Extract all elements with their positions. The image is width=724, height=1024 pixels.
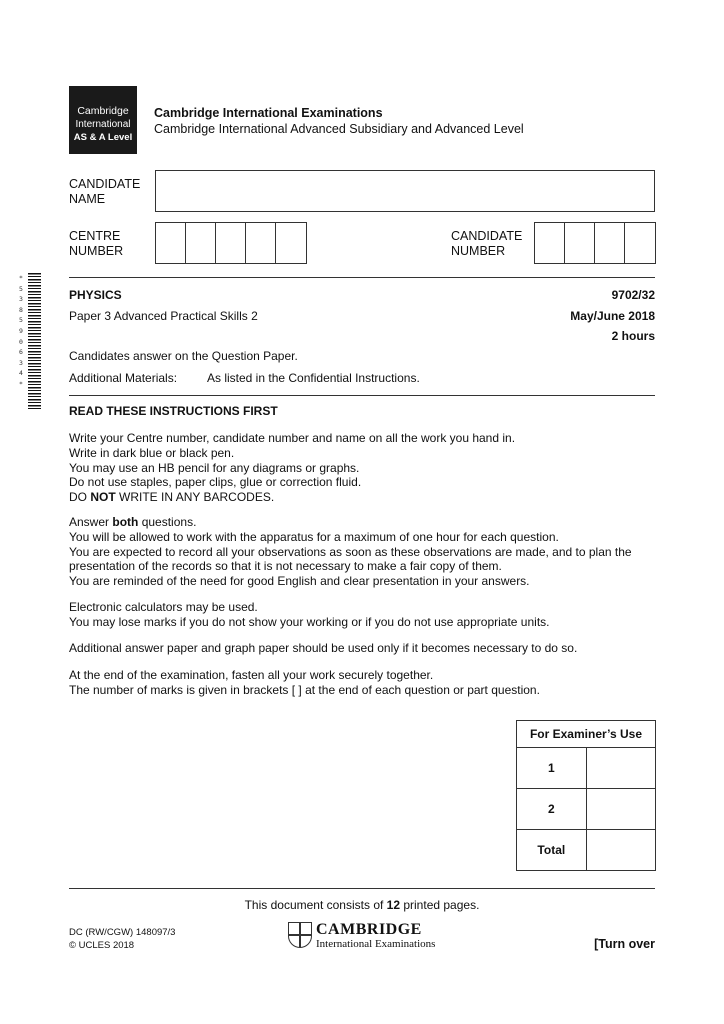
instruction-line: Additional answer paper and graph paper should be used only if it becomes necessary to do so. [69, 641, 578, 655]
divider [69, 395, 655, 396]
instructions-heading: READ THESE INSTRUCTIONS FIRST [69, 404, 278, 418]
barcode-digit: * [19, 379, 23, 388]
instruction-line: At the end of the examination, fasten all your work securely together. [69, 668, 434, 682]
document-ref: DC (RW/CGW) 148097/3 [69, 927, 176, 938]
candidate-number-label-line2: NUMBER [451, 244, 506, 258]
answer-note: Candidates answer on the Question Paper. [69, 349, 298, 363]
instruction-text: questions. [138, 515, 197, 529]
barcode-digit: 0 [19, 337, 23, 346]
instruction-line: The number of marks is given in brackets [ ] at the end of each question or part question. [69, 682, 540, 697]
centre-number-cell[interactable] [276, 223, 306, 263]
instructions-block-1 [69, 431, 659, 505]
candidate-name-field[interactable] [155, 170, 655, 212]
barcode-digit: 6 [19, 348, 23, 357]
page-count-number: 12 [386, 898, 401, 912]
centre-number-label-line2: NUMBER [69, 244, 124, 258]
instruction-line: You will be allowed to work with the apparatus for a maximum of one hour for each question. [69, 529, 559, 544]
examiner-table-row-label: Total [517, 830, 587, 871]
instruction-text: Answer [69, 515, 113, 529]
subject: PHYSICS [69, 288, 122, 302]
instruction-line: Write your Centre number, candidate number and name on all the work you hand in. [69, 431, 516, 445]
barcode-digit: 3 [19, 358, 23, 367]
cambridge-brand-subtitle: International Examinations [316, 938, 436, 950]
examiner-table-heading: For Examiner’s Use [517, 721, 656, 748]
candidate-number-cell[interactable] [535, 223, 565, 263]
candidate-number-label-line1: CANDIDATE [451, 229, 523, 243]
instruction-line: Do not use staples, paper clips, glue or correction fluid. [69, 475, 362, 490]
barcode-digit: 5 [19, 284, 23, 293]
barcode-digit: 5 [19, 316, 23, 325]
candidate-number-cell[interactable] [565, 223, 595, 263]
instruction-line [69, 490, 659, 505]
logo-line-2: International [75, 119, 131, 130]
examiner-table-row-label: 1 [517, 748, 587, 789]
paper-code: 9702/32 [611, 288, 655, 302]
instructions-block-3 [69, 600, 659, 630]
centre-number-label [69, 229, 123, 259]
centre-number-cell[interactable] [186, 223, 216, 263]
centre-number-label-line1: CENTRE [69, 229, 121, 243]
instructions-block-2 [69, 515, 659, 589]
page-count-text: This document consists of [244, 898, 387, 912]
cambridge-brand: CAMBRIDGE [316, 921, 422, 938]
cambridge-crest-icon [288, 922, 312, 948]
barcode-digit: 9 [19, 326, 23, 335]
materials-label: Additional Materials: [69, 371, 178, 385]
candidate-number-cell[interactable] [625, 223, 655, 263]
page-count-text: printed pages. [400, 898, 480, 912]
copyright: © UCLES 2018 [69, 940, 135, 951]
examiner-mark-cell [586, 830, 655, 871]
instruction-emphasis: NOT [90, 490, 116, 505]
page-count [69, 898, 655, 912]
instructions-block-4 [69, 641, 659, 656]
divider [69, 888, 655, 889]
logo-line-3: AS & A Level [73, 132, 133, 143]
examiner-mark-cell [586, 748, 655, 789]
instruction-text: DO [69, 490, 91, 505]
barcode-digit: 8 [19, 305, 23, 314]
barcode-digits [19, 273, 27, 390]
instruction-line [69, 515, 659, 530]
instruction-line: Electronic calculators may be used. [69, 600, 258, 614]
centre-number-cell[interactable] [216, 223, 246, 263]
barcode-digit: * [19, 274, 23, 282]
candidate-number-label [451, 229, 522, 259]
instruction-line: You may lose marks if you do not show your working or if you do not use appropriate units. [69, 614, 550, 629]
exam-board-title: Cambridge International Examinations [154, 106, 383, 120]
centre-number-cell[interactable] [246, 223, 276, 263]
exam-board-subtitle: Cambridge International Advanced Subsidiary and Advanced Level [154, 122, 524, 136]
footer-reference [69, 926, 175, 952]
barcode [28, 273, 41, 411]
examiner-use-table [516, 720, 656, 871]
paper-title: Paper 3 Advanced Practical Skills 2 [69, 309, 258, 323]
instruction-emphasis: both [112, 515, 139, 529]
turn-over: [Turn over [594, 937, 655, 951]
divider [69, 277, 655, 278]
candidate-name-label [69, 177, 140, 207]
examiner-table-row-label: 2 [517, 789, 587, 830]
barcode-digit: 3 [19, 295, 23, 304]
centre-number-cell[interactable] [156, 223, 186, 263]
exam-session: May/June 2018 [570, 309, 655, 323]
examiner-mark-cell [586, 789, 655, 830]
barcode-digit: 4 [19, 369, 23, 378]
instruction-line: Write in dark blue or black pen. [69, 445, 235, 460]
candidate-number-cell[interactable] [595, 223, 625, 263]
materials-value: As listed in the Confidential Instructions. [207, 371, 420, 385]
instruction-line: You may use an HB pencil for any diagrams or graphs. [69, 460, 360, 475]
candidate-name-label-line1: CANDIDATE [69, 177, 141, 191]
duration: 2 hours [611, 329, 655, 343]
cambridge-logo [69, 86, 137, 154]
instruction-line: presentation of the records so that it is not necessary to make a fair copy of them. [69, 559, 502, 574]
candidate-name-label-line2: NAME [69, 192, 106, 206]
candidate-number-field[interactable] [534, 222, 656, 264]
instruction-line: You are reminded of the need for good English and clear presentation in your answers. [69, 574, 530, 589]
centre-number-field[interactable] [155, 222, 307, 264]
logo-line-1: Cambridge [77, 105, 129, 117]
instruction-text: WRITE IN ANY BARCODES. [115, 490, 275, 505]
instructions-block-5 [69, 668, 659, 698]
instruction-line: You are expected to record all your observations as soon as these observations are made, and to plan the [69, 544, 632, 559]
